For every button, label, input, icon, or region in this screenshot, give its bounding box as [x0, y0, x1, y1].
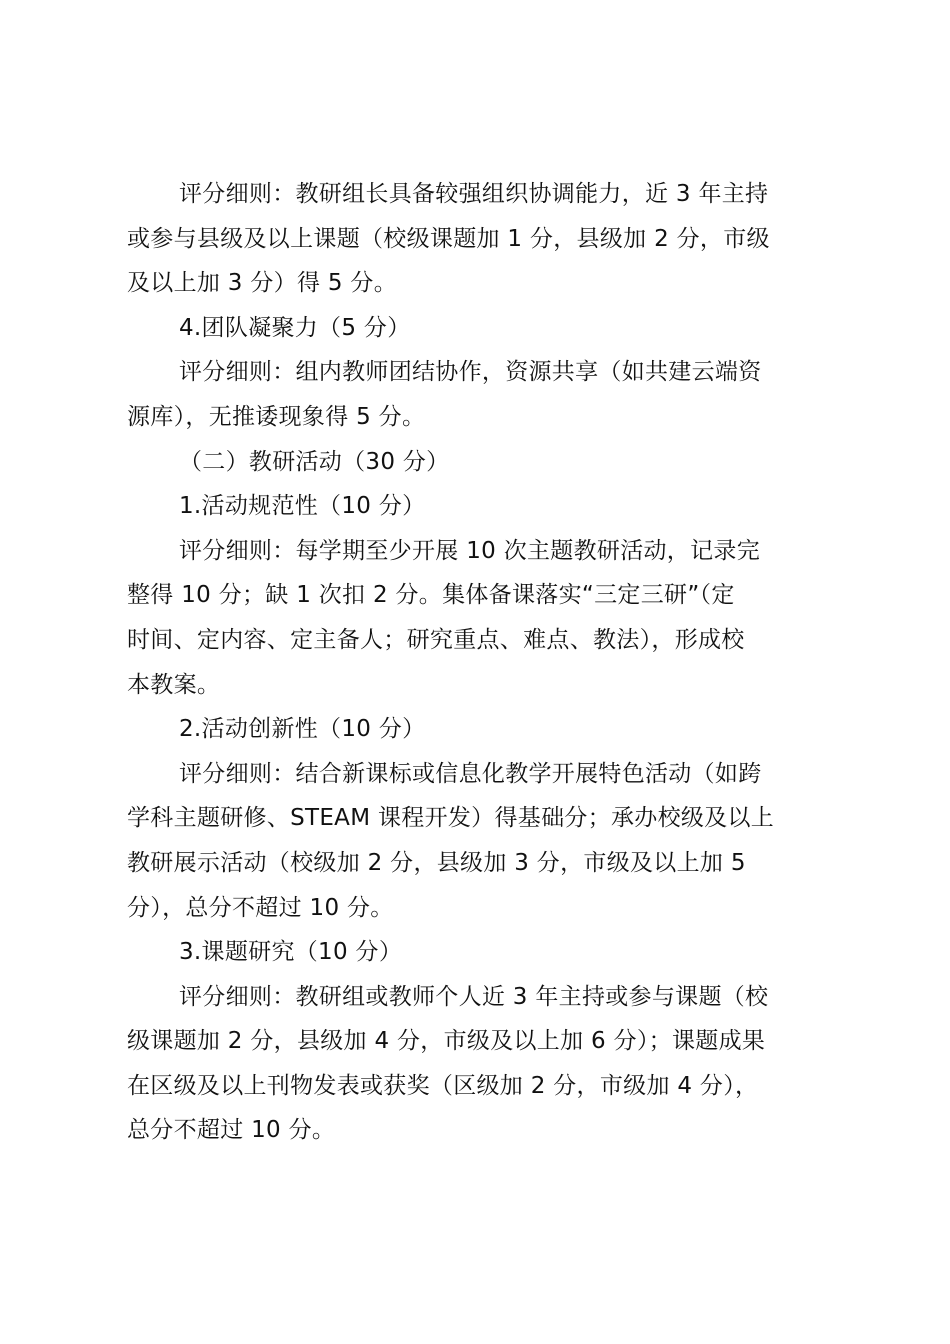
section-heading — [127, 484, 833, 529]
text-line: 1.活动规范性（10 分） — [179, 493, 426, 520]
text-line: 源库），无推诿现象得 5 分。 — [127, 403, 426, 430]
text-line: 评分细则：教研组长具备较强组织协调能力，近 3 年主持 — [179, 181, 769, 207]
text-line: 教研展示活动（校级加 2 分，县级加 3 分，市级及以上加 5 — [127, 849, 746, 876]
text-line: 级课题加 2 分，县级加 4 分，市级及以上加 6 分）；课题成果 — [127, 1028, 766, 1055]
text-line: （二）教研活动（30 分） — [179, 448, 450, 475]
body-paragraph — [127, 752, 833, 930]
body-paragraph — [127, 975, 833, 1153]
text-line: 分），总分不超过 10 分。 — [127, 894, 394, 921]
text-line: 评分细则：结合新课标或信息化教学开展特色活动（如跨 — [179, 760, 762, 787]
section-heading — [127, 930, 833, 975]
text-line: 学科主题研修、STEAM 课程开发）得基础分；承办校级及以上 — [127, 805, 775, 832]
section-heading — [127, 707, 833, 752]
text-line: 时间、定内容、定主备人；研究重点、难点、教法），形成校 — [127, 626, 745, 653]
body-paragraph — [127, 529, 833, 707]
text-line: 及以上加 3 分）得 5 分。 — [127, 270, 398, 297]
text-line: 或参与县级及以上课题（校级课题加 1 分，县级加 2 分，市级 — [127, 225, 770, 252]
text-line: 评分细则：每学期至少开展 10 次主题教研活动，记录完 — [179, 537, 760, 564]
text-line: 2.活动创新性（10 分） — [179, 716, 426, 743]
text-line: 评分细则：组内教师团结协作，资源共享（如共建云端资 — [179, 359, 762, 386]
body-paragraph — [127, 172, 833, 306]
text-line: 总分不超过 10 分。 — [127, 1117, 336, 1144]
text-line: 在区级及以上刊物发表或获奖（区级加 2 分，市级加 4 分）， — [127, 1072, 759, 1099]
section-heading — [127, 306, 833, 351]
text-line: 本教案。 — [127, 671, 221, 698]
text-line: 3.课题研究（10 分） — [179, 939, 403, 966]
body-paragraph — [127, 350, 833, 439]
text-line: 整得 10 分；缺 1 次扣 2 分。集体备课落实“三定三研”（定 — [127, 582, 735, 609]
section-heading — [127, 440, 833, 485]
document-body — [127, 172, 833, 1153]
text-line: 4.团队凝聚力（5 分） — [179, 314, 411, 341]
text-line: 评分细则：教研组或教师个人近 3 年主持或参与课题（校 — [179, 983, 769, 1010]
